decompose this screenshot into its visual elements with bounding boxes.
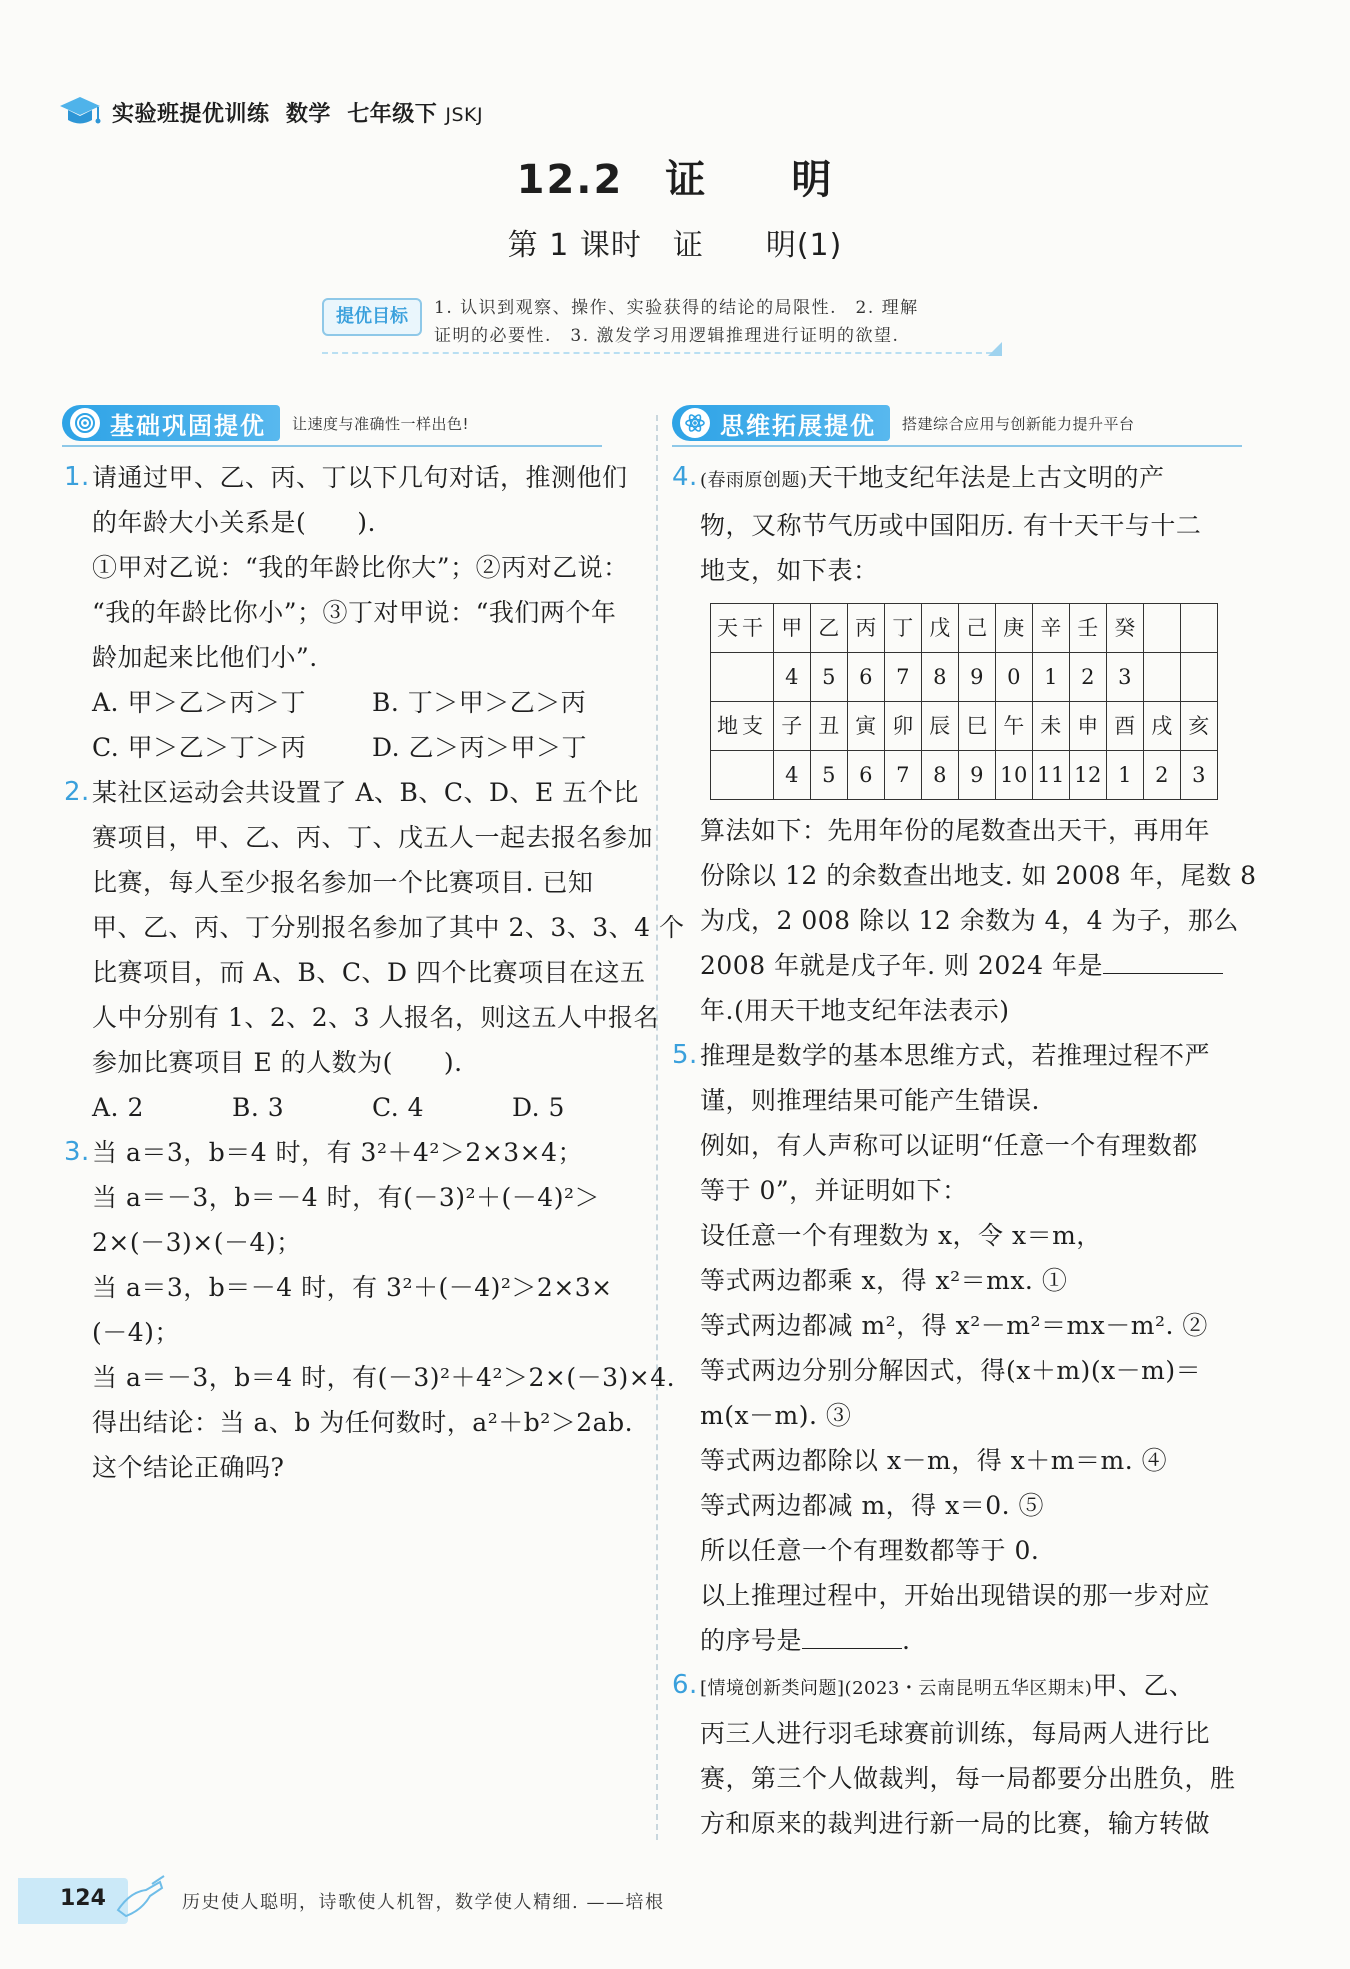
banner-basic-rule — [62, 445, 602, 447]
option-b: B. 3 — [232, 1093, 285, 1122]
question-3: 3. 当 a＝3，b＝4 时，有 3²＋4²＞2×3×4； 当 a＝－3，b＝－4 时，有(－3)²＋(－4)²＞ 2×(－3)×(－4)； 当 a＝3，b＝－4 时，有 3²＋(－4)²＞2×3× (－4)； 当 a＝－3，b＝4 时，有(－3)²＋4²＞2×(－3)×4. 得出结论：当 a、b 为任何数时，a²＋b²＞2ab. 这个结论正确吗? — [64, 1130, 644, 1490]
learning-goals — [322, 294, 1002, 360]
book-title: 实验班提优训练 数学 七年级下 JSKJ — [112, 101, 484, 127]
banner-basic — [62, 403, 469, 443]
question-number: 1. — [64, 462, 90, 492]
question-1: 1. 请通过甲、乙、丙、丁以下几句对话，推测他们 的年龄大小关系是( ). ①甲对乙说：“我的年龄比你大”；②丙对乙说： “我的年龄比你小”；③丁对甲说：“我们两个年 龄加起来比他们小”. A. 甲＞乙＞丙＞丁 B. 丁＞甲＞乙＞丙 C. 甲＞乙＞丁＞丙 D. 乙＞丙＞甲＞丁 — [64, 455, 644, 770]
banner-extend-pill: 思维拓展提优 — [672, 405, 890, 441]
options — [92, 1085, 644, 1130]
banner-basic-pill: 基础巩固提优 — [62, 405, 280, 441]
banner-basic-tag: 让速度与准确性一样出色! — [292, 414, 470, 433]
page-number: 124 — [60, 1886, 106, 1911]
footer-quote: 历史使人聪明，诗歌使人机智，数学使人精细. ——培根 — [182, 1892, 665, 1913]
dizhi-label: 地支 — [711, 702, 774, 751]
running-header — [58, 92, 483, 132]
question-5: 5. 推理是数学的基本思维方式，若推理过程不严 谨，则推理结果可能产生错误. 例如，有人声称可以证明“任意一个有理数都 等于 0”，并证明如下： 设任意一个有理数为 x，令 x＝m， 等式两边都乘 x，得 x²＝mx. ① 等式两边都减 m²，得 x²－m²＝mx－m². ② 等式两边分别分解因式，得(x＋m)(x－m)＝ m(x－m). ③ 等式两边都除以 x－m，得 x＋m＝m. ④ 等式两边都减 m，得 x＝0. ⑤ 所以任意一个有理数都等于 0. 以上推理过程中，开始出现错误的那一步对应 的序号是 . — [672, 1033, 1262, 1663]
lesson-subtitle: 第 1 课时 证 明(1) — [507, 228, 843, 263]
question-source: (春雨原创题) — [700, 470, 808, 491]
option-d: D. 乙＞丙＞甲＞丁 — [372, 733, 588, 762]
column-divider — [656, 415, 658, 1840]
question-4: 4. (春雨原创题)天干地支纪年法是上古文明的产 物，又称节气历或中国阳历. 有十天干与十二 地支，如下表： 天干 甲 乙 丙 丁 戊 己 庚 辛 壬 癸 4 5 6 7 8 9 0 1 2 3 地支 子 丑 寅 卯 辰 巳 午 未 申 酉 戌 亥 4 5 6 7 8 9 10 11 12 1 2 3 算法如下：先用年份的尾数查出天干，再用年 份除以 12 的余数查出地支. 如 2008 年，尾数 8 为戊，2 008 除以 12 余数为 4，4 为子，那么 2008 年就是戊子年. 则 2024 年是 年.(用天干地支纪年法表示) — [672, 455, 1262, 1033]
banner-extend-tag: 搭建综合应用与创新能力提升平台 — [902, 414, 1135, 433]
option-a: A. 甲＞乙＞丙＞丁 — [92, 688, 306, 717]
question-number: 4. — [672, 462, 698, 492]
right-column — [672, 455, 1262, 1846]
option-a: A. 2 — [92, 1093, 144, 1122]
table-row: 4 5 6 7 8 9 0 1 2 3 — [711, 653, 1218, 702]
option-c: C. 甲＞乙＞丁＞丙 — [92, 733, 307, 762]
table-row: 天干 甲 乙 丙 丁 戊 己 庚 辛 壬 癸 — [711, 604, 1218, 653]
question-2: 2. 某社区运动会共设置了 A、B、C、D、E 五个比 赛项目，甲、乙、丙、丁、戊五人一起去报名参加 比赛，每人至少报名参加一个比赛项目. 已知 甲、乙、丙、丁分别报名参加了其中 2、3、3、4 个 比赛项目，而 A、B、C、D 四个比赛项目在这五 人中分别有 1、2、2、3 人报名，则这五人中报名 参加比赛项目 E 的人数为( ). A. 2 B. 3 C. 4 D. 5 — [64, 770, 644, 1130]
answer-blank[interactable] — [802, 1622, 902, 1649]
goals-corner — [988, 342, 1002, 356]
question-number: 3. — [64, 1137, 90, 1167]
banner-extend — [672, 403, 1135, 443]
question-number: 5. — [672, 1040, 698, 1070]
graduation-cap-icon — [58, 94, 102, 130]
answer-blank[interactable] — [1103, 947, 1223, 974]
goals-divider — [322, 352, 992, 354]
tiangan-label: 天干 — [711, 604, 774, 653]
options — [92, 680, 644, 725]
option-d: D. 5 — [512, 1093, 565, 1122]
goals-text: 1. 认识到观察、操作、实验获得的结论的局限性. 2. 理解 证明的必要性. 3. 激发学习用逻辑推理进行证明的欲望. — [434, 298, 919, 346]
ganzhi-table — [710, 603, 1218, 800]
option-c: C. 4 — [372, 1093, 425, 1122]
option-b: B. 丁＞甲＞乙＞丙 — [372, 688, 587, 717]
question-6: 6. [情境创新类问题](2023・云南昆明五华区期末)甲、乙、 丙三人进行羽毛球赛前训练，每局两人进行比 赛，第三个人做裁判，每一局都要分出胜负，胜 方和原来的裁判进行新一局的比赛，输方转做 — [672, 1663, 1262, 1846]
table-row: 地支 子 丑 寅 卯 辰 巳 午 未 申 酉 戌 亥 — [711, 702, 1218, 751]
section-title: 12.2 证 明 — [516, 157, 834, 203]
pencil-hand-icon — [112, 1870, 168, 1926]
question-number: 2. — [64, 777, 90, 807]
target-icon — [70, 408, 100, 438]
goals-badge: 提优目标 — [322, 298, 422, 336]
question-number: 6. — [672, 1670, 698, 1700]
left-column — [64, 455, 685, 1490]
banner-extend-rule — [672, 445, 1242, 447]
atom-icon — [680, 408, 710, 438]
table-row: 4 5 6 7 8 9 10 11 12 1 2 3 — [711, 751, 1218, 800]
options — [92, 725, 644, 770]
question-source: [情境创新类问题](2023・云南昆明五华区期末) — [700, 1678, 1093, 1699]
